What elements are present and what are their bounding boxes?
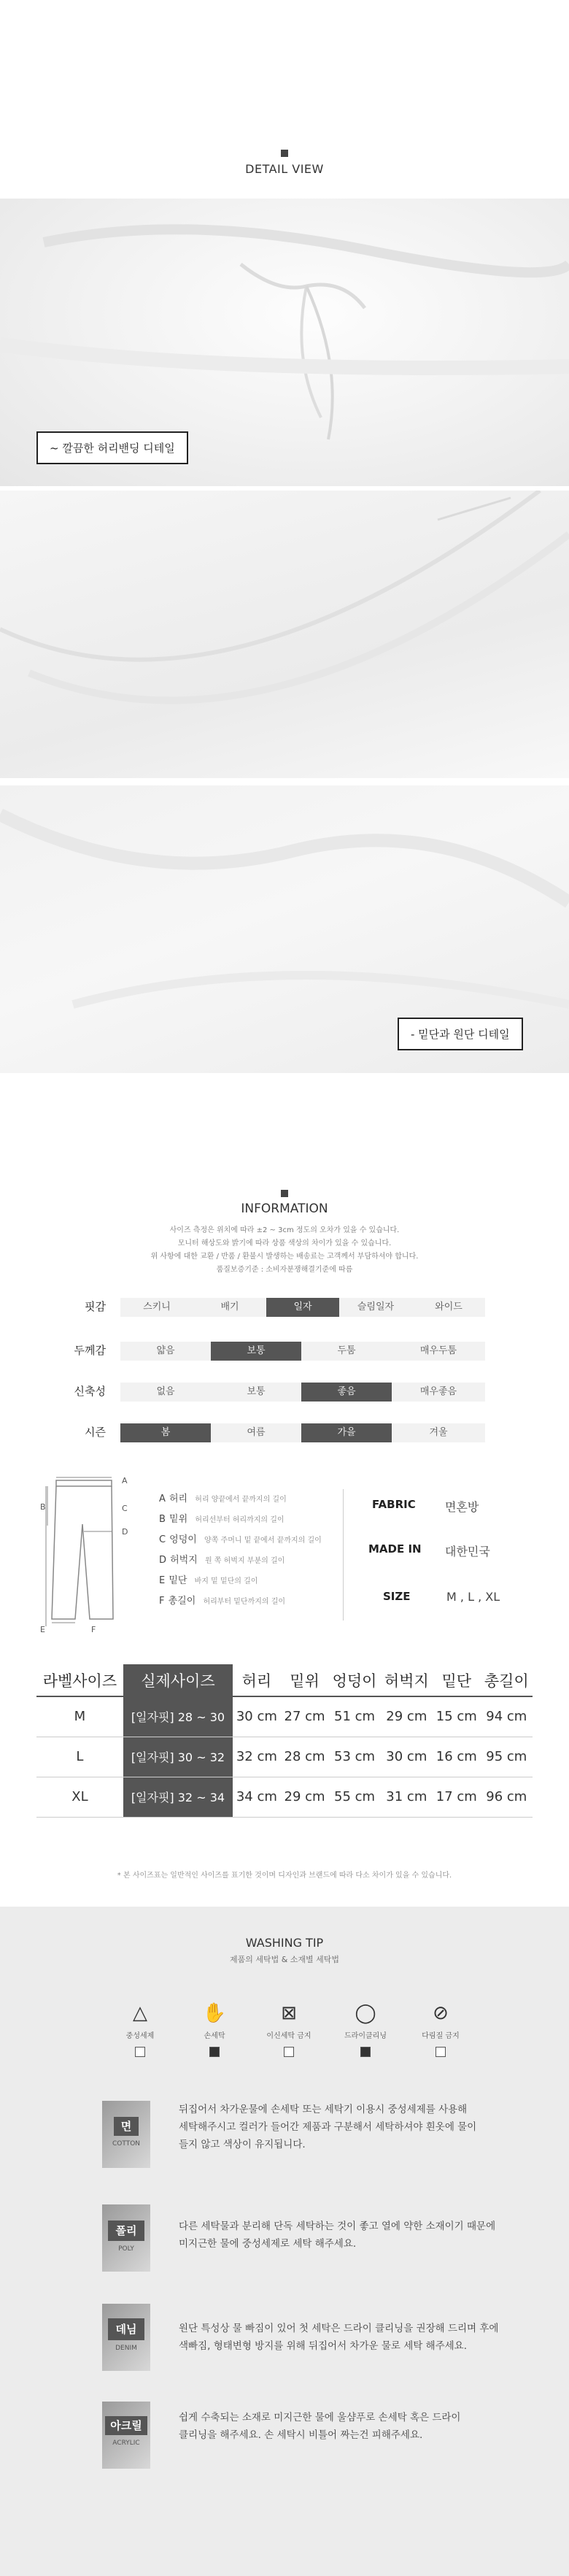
- dry-clean-icon: ◯: [355, 2002, 376, 2024]
- info-note: 모니터 해상도와 밝기에 따라 상품 색상의 차이가 있을 수 있습니다.: [177, 1239, 392, 1247]
- table-cell: 95 cm: [481, 1737, 533, 1777]
- size-value: M , L , XL: [446, 1590, 500, 1604]
- season-label: 시즌: [85, 1426, 106, 1439]
- table-header: 밑단: [433, 1664, 481, 1696]
- diagram-letter: F: [91, 1625, 96, 1634]
- waist-detail-photo: [0, 199, 569, 486]
- divider: [343, 1489, 344, 1620]
- diagram-letter: E: [40, 1625, 45, 1634]
- detail-view-title: DETAIL VIEW: [245, 162, 324, 176]
- table-cell: 16 cm: [433, 1737, 481, 1777]
- information-title: INFORMATION: [241, 1202, 328, 1216]
- table-cell: M: [36, 1696, 123, 1737]
- wash-method-label: 손세탁: [204, 2032, 225, 2040]
- fabric-badge: 데님: [108, 2318, 144, 2340]
- table-header: 밑위: [281, 1664, 329, 1696]
- measurement-legend: [159, 1491, 334, 1613]
- info-note: 위 사항에 대한 교환 / 반품 / 환불시 발생하는 배송료는 고객께서 부담하셔야 합니다.: [150, 1253, 419, 1261]
- table-cell: 31 cm: [381, 1777, 433, 1817]
- thickness-option: 얇음: [120, 1342, 211, 1361]
- legend-item: A 허리 허리 양끝에서 끝까지의 길이: [159, 1493, 287, 1504]
- fabric-value: 면혼방: [445, 1500, 479, 1514]
- washing-tip-subtitle: 제품의 세탁법 & 소재별 세탁법: [229, 1955, 340, 1964]
- stretch-option: 보통: [211, 1383, 301, 1402]
- fabric-english-name: DENIM: [115, 2345, 137, 2352]
- legend-item: C 엉덩이 양쪽 주머니 밑 끝에서 끝까지의 길이: [159, 1534, 322, 1545]
- season-option-selected: 봄: [120, 1423, 211, 1442]
- poly-wash-instructions: 다른 세탁물과 분리해 단독 세탁하는 것이 좋고 열에 약한 소재이기 때문에 미지근한 물에 중성세제로 세탁 해주세요.: [179, 2221, 496, 2250]
- no-iron-icon: ⊘: [433, 2002, 449, 2024]
- season-option: 겨울: [392, 1423, 485, 1442]
- info-note: 품질보증기준 : 소비자분쟁해결기준에 따름: [216, 1266, 353, 1274]
- wash-method-label: 중성세제: [125, 2032, 155, 2040]
- wash-method-checkbox: [135, 2047, 145, 2057]
- table-cell: 15 cm: [433, 1696, 481, 1737]
- cotton-wash-instructions: 뒤집어서 차가운물에 손세탁 또는 세탁기 이용시 중성세제를 사용해 세탁해주시고 컬러가 들어간 제품과 구분해서 세탁하셔야 흰옷에 물이 들지 않고 색상이 유지됩니다.: [179, 2104, 477, 2150]
- legend-item: D 허벅지 원 쪽 허벅지 부분의 길이: [159, 1555, 285, 1566]
- neutral-detergent-icon: △: [133, 2002, 147, 2024]
- denim-fabric-swatch: [102, 2304, 150, 2371]
- table-cell: 51 cm: [328, 1696, 380, 1737]
- stretch-option: 없음: [120, 1383, 211, 1402]
- table-cell: 34 cm: [233, 1777, 281, 1817]
- wash-method-label: 다림질 금지: [422, 2032, 460, 2040]
- fabric-badge: 면: [114, 2117, 139, 2136]
- acrylic-wash-instructions: 쉽게 수축되는 소재로 미지근한 물에 울샴푸로 손세탁 혹은 드라이 클리닝을 해주세요. 손 세탁시 비틀어 짜는건 피해주세요.: [179, 2412, 461, 2441]
- diagram-letter: B: [40, 1502, 46, 1512]
- legend-item: E 밑단 바지 밑 밑단의 길이: [159, 1575, 258, 1586]
- stretch-option-selected: 좋음: [301, 1383, 392, 1402]
- table-cell: 55 cm: [328, 1777, 380, 1817]
- hand-wash-icon: ✋: [202, 2002, 227, 2024]
- size-table-footnote: * 본 사이즈표는 일반적인 사이즈를 표기한 것이며 디자인과 브랜드에 따라 다소 차이가 있을 수 있습니다.: [117, 1872, 452, 1880]
- diagram-letter: C: [122, 1504, 128, 1513]
- fabric-badge: 폴리: [108, 2221, 144, 2241]
- fabric-english-name: COTTON: [112, 2140, 141, 2148]
- no-machine-wash-icon: ⊠: [281, 2002, 297, 2024]
- size-label: SIZE: [383, 1590, 411, 1603]
- acrylic-fabric-swatch: [102, 2402, 150, 2469]
- caption-waistband: ~ 깔끔한 허리밴딩 디테일: [36, 431, 188, 464]
- fit-option: 스키니: [120, 1298, 193, 1317]
- fit-option: 배기: [193, 1298, 266, 1317]
- diagram-letter: A: [122, 1476, 128, 1485]
- table-header: 총길이: [481, 1664, 533, 1696]
- legend-item: F 총길이 허리부터 밑단까지의 길이: [159, 1596, 286, 1607]
- fabric-english-name: ACRYLIC: [112, 2439, 140, 2447]
- table-cell: 28 cm: [281, 1737, 329, 1777]
- table-row: [36, 1777, 533, 1817]
- wash-method-checkbox-checked: [209, 2047, 220, 2057]
- table-cell: [일자핏] 30 ~ 32: [123, 1737, 233, 1777]
- fit-option: 와이드: [412, 1298, 485, 1317]
- thickness-option-selected: 보통: [211, 1342, 301, 1361]
- table-cell: 94 cm: [481, 1696, 533, 1737]
- washing-tip-title: WASHING TIP: [245, 1936, 324, 1950]
- size-table: [36, 1664, 533, 1818]
- table-cell: 96 cm: [481, 1777, 533, 1817]
- table-cell: 29 cm: [281, 1777, 329, 1817]
- table-header-row: [36, 1664, 533, 1696]
- table-cell: 29 cm: [381, 1696, 433, 1737]
- poly-fabric-swatch: [102, 2204, 150, 2272]
- wash-method-checkbox: [284, 2047, 294, 2057]
- table-cell: L: [36, 1737, 123, 1777]
- fabric-detail-photo: [0, 785, 569, 1073]
- fit-label: 핏감: [85, 1300, 106, 1313]
- table-cell: 27 cm: [281, 1696, 329, 1737]
- denim-wash-instructions: 원단 특성상 물 빠짐이 있어 첫 세탁은 드라이 클리닝을 권장해 드리며 후에 색빠짐, 형태변형 방지를 위해 뒤집어서 차가운 물로 세탁 해주세요.: [179, 2323, 499, 2352]
- table-cell: 32 cm: [233, 1737, 281, 1777]
- stretch-option: 매우좋음: [392, 1383, 485, 1402]
- hem-fold-illustration: [0, 491, 569, 778]
- season-option: 여름: [211, 1423, 301, 1442]
- wash-method-label: 드라이클리닝: [344, 2032, 387, 2040]
- table-row: [36, 1696, 533, 1737]
- caption-hem-fabric: - 밑단과 원단 디테일: [398, 1018, 523, 1050]
- wash-method-checkbox: [436, 2047, 446, 2057]
- table-header: 라벨사이즈: [36, 1664, 123, 1696]
- table-header: 허리: [233, 1664, 281, 1696]
- diagram-letter: D: [122, 1527, 128, 1537]
- wash-method-label: 이신세탁 금지: [266, 2032, 311, 2040]
- thickness-option: 두툼: [301, 1342, 392, 1361]
- pants-measurement-diagram: [40, 1473, 135, 1634]
- section-marker: [281, 1190, 288, 1197]
- fabric-english-name: POLY: [118, 2245, 134, 2253]
- section-marker: [281, 150, 288, 157]
- fabric-badge: 아크릴: [105, 2416, 147, 2435]
- table-header: 실제사이즈: [123, 1664, 233, 1696]
- table-cell: [일자핏] 28 ~ 30: [123, 1696, 233, 1737]
- cotton-fabric-swatch: [102, 2101, 150, 2168]
- info-note: 사이즈 측정은 위치에 따라 ±2 ~ 3cm 정도의 오차가 있을 수 있습니다.: [169, 1226, 400, 1234]
- table-header: 허벅지: [381, 1664, 433, 1696]
- table-cell: 30 cm: [381, 1737, 433, 1777]
- season-option-selected: 가을: [301, 1423, 392, 1442]
- hem-detail-photo: [0, 491, 569, 778]
- made-in-value: 대한민국: [445, 1545, 490, 1558]
- legend-item: B 밑위 허리선부터 허리까지의 길이: [159, 1514, 284, 1525]
- table-cell: 17 cm: [433, 1777, 481, 1817]
- table-row: [36, 1737, 533, 1777]
- fabric-label: FABRIC: [372, 1498, 416, 1511]
- made-in-label: MADE IN: [368, 1542, 422, 1556]
- thickness-option: 매우두툼: [392, 1342, 485, 1361]
- table-header: 엉덩이: [328, 1664, 380, 1696]
- table-cell: XL: [36, 1777, 123, 1817]
- thickness-label: 두께감: [74, 1344, 106, 1357]
- wash-method-checkbox-checked: [360, 2047, 371, 2057]
- table-cell: [일자핏] 32 ~ 34: [123, 1777, 233, 1817]
- fit-option-selected: 일자: [266, 1298, 339, 1317]
- table-cell: 53 cm: [328, 1737, 380, 1777]
- stretch-label: 신축성: [74, 1385, 106, 1398]
- fit-option: 슬림일자: [339, 1298, 412, 1317]
- table-cell: 30 cm: [233, 1696, 281, 1737]
